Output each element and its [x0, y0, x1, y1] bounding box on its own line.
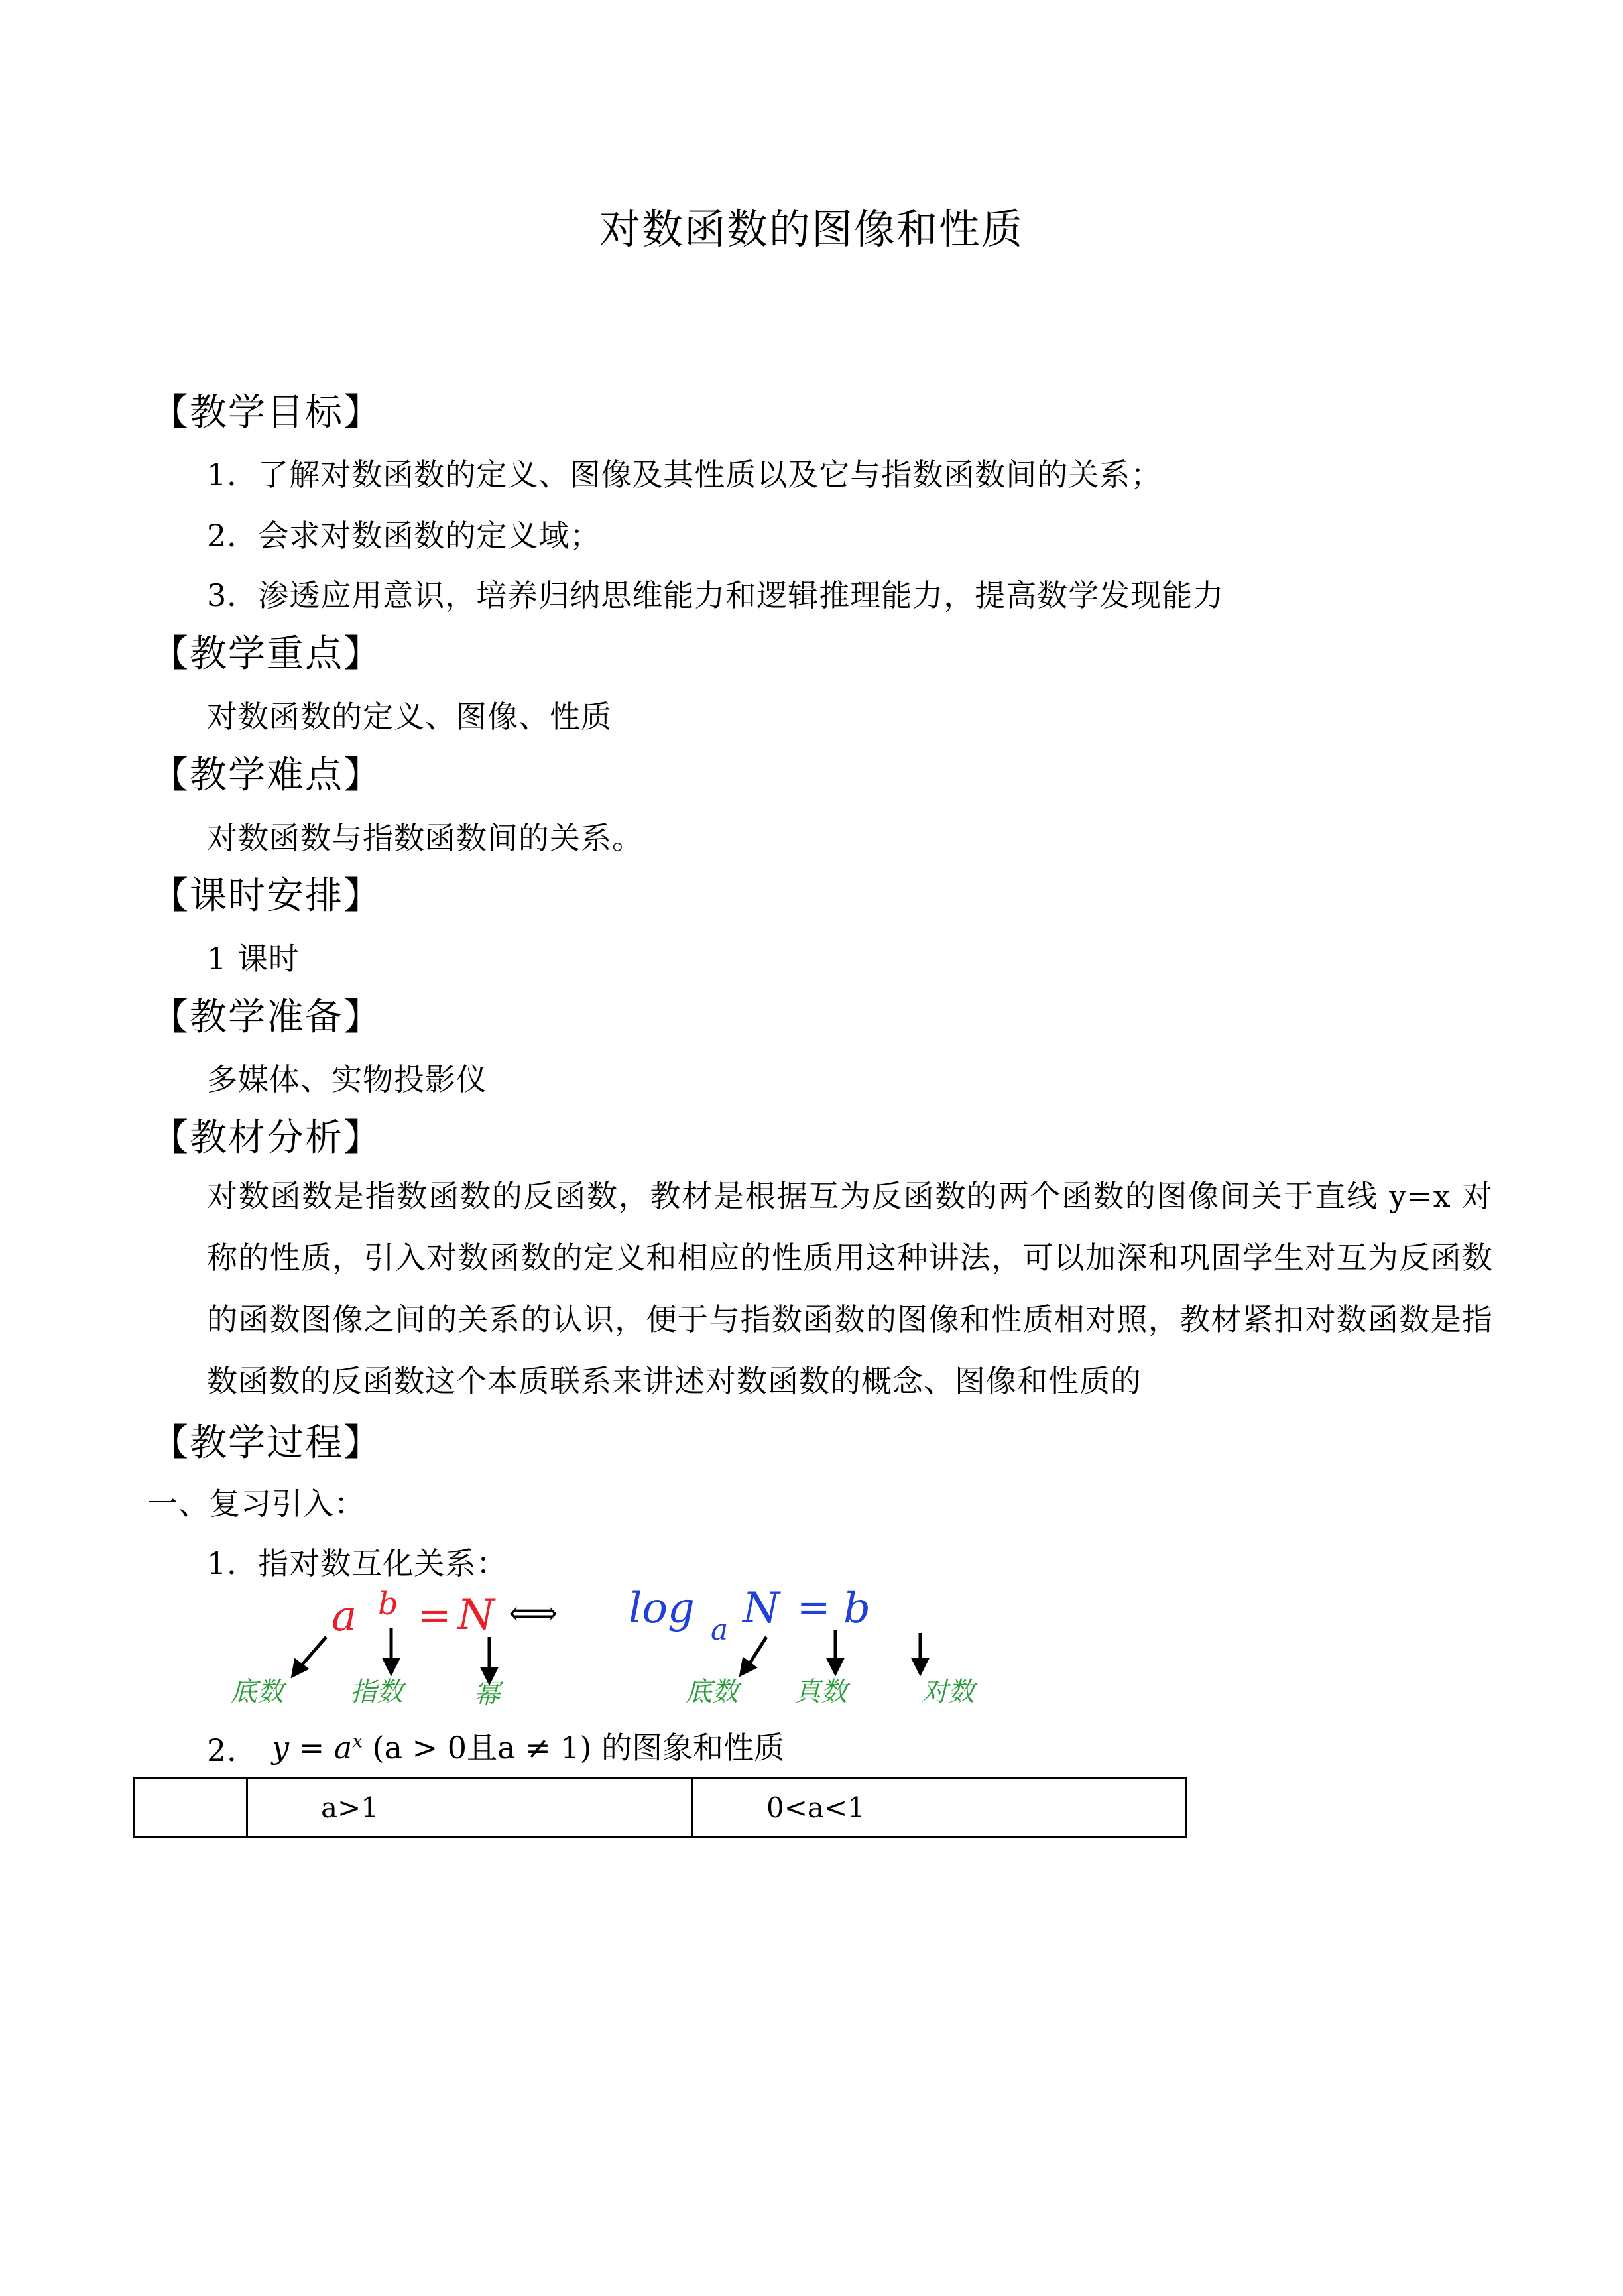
goal-item-3: 3．渗透应用意识，培养归纳思维能力和逻辑推理能力，提高数学发现能力 — [207, 577, 1225, 613]
difficulties-text: 对数函数与指数函数间的关系。 — [207, 820, 643, 856]
formula-exponent: x — [352, 1730, 363, 1752]
table-header-blank — [134, 1778, 247, 1837]
diagram-label-logarithm: 对数 — [922, 1677, 975, 1707]
diagram-label-power: 幂 — [473, 1679, 500, 1710]
section-heading-process: 【教学过程】 — [151, 1421, 382, 1465]
table-row — [134, 1778, 1187, 1837]
diagram-label-exponent: 指数 — [350, 1677, 403, 1707]
goal-item-1: 1．了解对数函数的定义、图像及其性质以及它与指数函数间的关系； — [207, 457, 1162, 493]
section-heading-key-points: 【教学重点】 — [151, 633, 382, 676]
diagram-power-n: N — [457, 1591, 495, 1640]
diagram-arrows — [293, 1628, 927, 1682]
properties-table — [133, 1777, 1187, 1838]
diagram-log-base: a — [711, 1613, 729, 1647]
section-heading-goals: 【教学目标】 — [151, 391, 382, 434]
diagram-equals-right: = — [797, 1585, 831, 1631]
diagram-label-log-base: 底数 — [686, 1677, 739, 1707]
exp-function-formula — [272, 1724, 784, 1768]
diagram-antilog-n: N — [743, 1584, 780, 1633]
table-header-a-greater-1: a>1 — [247, 1778, 693, 1837]
analysis-text: 对数函数是指数函数的反函数，教材是根据互为反函数的两个函数的图像间关于直线 y=x 对称的性质，引入对数函数的定义和相应的性质用这种讲法，可以加深和巩固学生对互为反函数的函数图像之间的关系的认识，便于与指数函数的图像和性质相对照，教材紧扣对数函数是指数函数的反函数这个本质联系来讲述对数函数的概念、图像和性质的 — [207, 1178, 1493, 1399]
section-heading-preparation: 【教学准备】 — [151, 996, 382, 1039]
schedule-text: 1 课时 — [207, 941, 300, 977]
key-points-text: 对数函数的定义、图像、性质 — [207, 699, 612, 735]
process-item-1: 1．指对数互化关系： — [207, 1545, 508, 1581]
diagram-label-base: 底数 — [231, 1677, 284, 1707]
section-heading-analysis: 【教材分析】 — [151, 1117, 382, 1160]
log-exp-relation-diagram — [219, 1581, 1054, 1714]
section-heading-difficulties: 【教学难点】 — [151, 754, 382, 797]
formula-y-equals-a: y = a — [272, 1730, 353, 1766]
section-heading-schedule: 【课时安排】 — [151, 875, 382, 918]
formula-suffix: 的图象和性质 — [591, 1730, 785, 1766]
goal-item-2: 2．会求对数函数的定义域； — [207, 518, 601, 554]
diagram-equals-left: = — [418, 1593, 451, 1639]
preparation-text: 多媒体、实物投影仪 — [207, 1061, 487, 1097]
table-header-a-between-0-1: 0<a<1 — [693, 1778, 1187, 1837]
diagram-equivalence-icon: ⟺ — [509, 1594, 558, 1634]
page-title: 对数函数的图像和性质 — [599, 205, 1024, 253]
process-item-2-number: 2． — [207, 1732, 259, 1768]
formula-condition: (a > 0且a ≠ 1) — [372, 1730, 592, 1766]
diagram-log-value-b: b — [843, 1584, 871, 1633]
diagram-label-antilog: 真数 — [794, 1677, 847, 1707]
process-sub-heading: 一、复习引入： — [147, 1486, 365, 1522]
diagram-base-a: a — [331, 1592, 357, 1641]
diagram-exponent-b: b — [378, 1585, 398, 1622]
diagram-log: log — [629, 1584, 695, 1633]
